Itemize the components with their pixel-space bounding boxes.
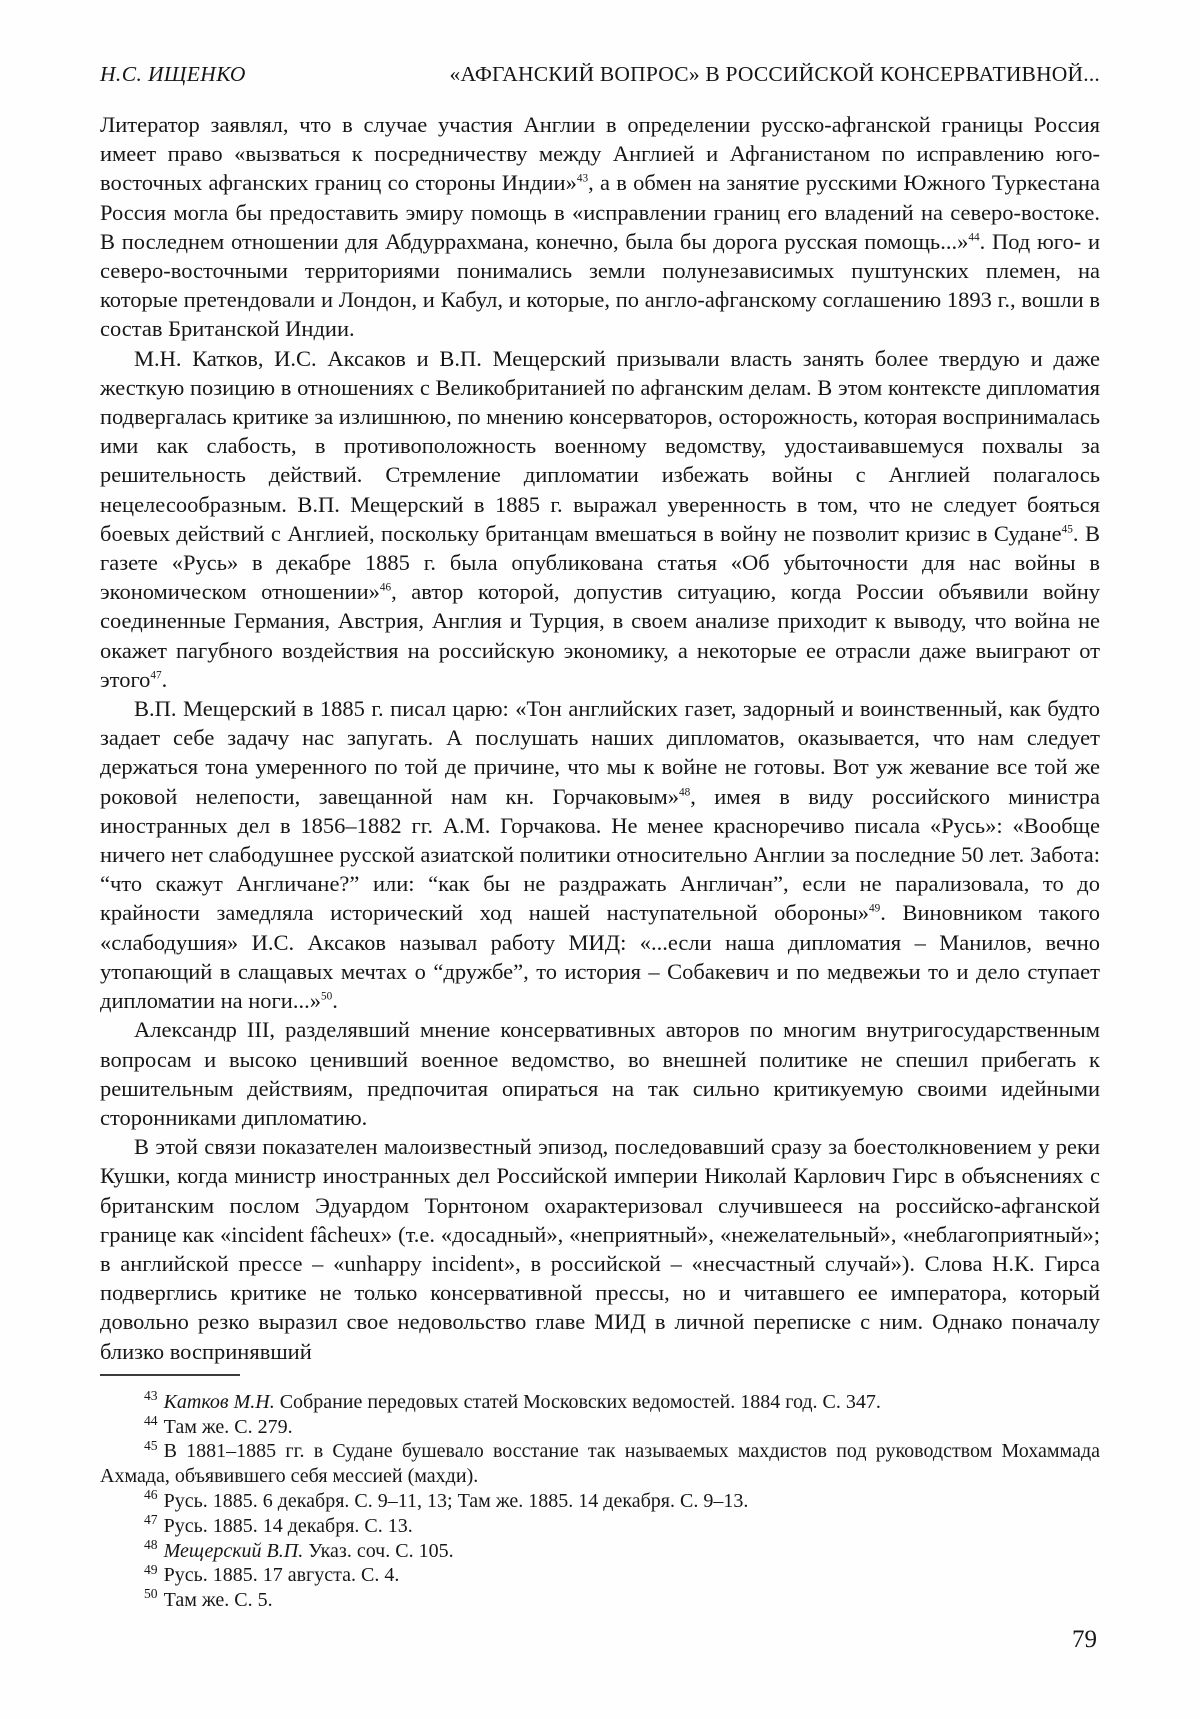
footnote-number: 46 [144,1487,158,1503]
footnotes-section [100,1374,1100,1613]
text-run: , имея в виду российского министра иностранных дел в 1856–1882 гг. А.М. Горчакова. Не менее красноречиво писала «Русь»: «Вообще ничего нет слабодушнее русской азиатской политики относительно Англии за последние 50 лет. Забота: “что скажут Англичане?” или: “как бы не раздражать Англичан”, если не парализовала, то до крайности замедляла исторический ход нашей наступательной обороны» [100,783,1100,926]
text-run: Там же. С. 279. [163,1415,293,1438]
footnote [100,1390,1100,1415]
running-head-author: Н.С. ИЩЕНКО [100,62,246,86]
footnote [100,1514,1100,1539]
text-run: В этой связи показателен малоизвестный эпизод, последовавший сразу за боестолкновением у реки Кушки, когда министр иностранных дел Российской империи Николай Карлович Гирс в объяснениях с британским послом Эдуардом Торнтоном охарактеризовал случившееся на российско-афганской границе как «incident fâcheux» (т.е. «досадный», «неприятный», «нежелательный», «неблагоприятный»; в английской прессе – «unhappy incident», в российской – «несчастный случай»). Слова Н.К. Гирса подверглись критике не только консервативной прессы, но и читавшего ее императора, который довольно резко выразил свое недовольство главе МИД в личной переписке с ним. Однако поначалу близко воспринявший [100,1134,1100,1364]
text-run: Литератор заявлял, что в случае участия Англии в определении русско-афганской границы Россия имеет право «вызваться к посредничеству между Англией и Афганистаном по исправлению юго-восточных афганских границ со стороны Индии» [100,112,1100,196]
footnote-ref: 50 [320,990,333,1003]
text-run: . [332,988,338,1014]
page-number: 79 [1072,1626,1097,1653]
body-text [100,110,1100,1366]
page-content [100,62,1100,1613]
text-run: Катков М.Н. [163,1390,275,1413]
paragraph [100,1015,1100,1132]
footnote [100,1489,1100,1514]
running-head-title: «АФГАНСКИЙ ВОПРОС» В РОССИЙСКОЙ КОНСЕРВАТИВНОЙ... [449,62,1100,86]
footnote [100,1588,1100,1613]
footnote-ref: 43 [576,172,589,185]
footnote-separator [100,1374,240,1376]
text-run: . Под юго- и северо-восточными территориями понимались земли полунезависимых пуштунских племен, на которые претендовали и Лондон, и Кабул, и которые, по англо-афганскому соглашению 1893 г., вошли в состав Британской Индии. [100,228,1101,342]
text-run: , автор которой, допустив ситуацию, когда России объявили войну соединенные Германия, Австрия, Англия и Турция, в своем анализе приходит к выводу, что война не окажет пагубного воздействия на российскую экономику, а некоторые ее отрасли даже выиграют от этого [100,579,1100,692]
text-run: , а в обмен на занятие русскими Южного Туркестана Россия могла бы предоставить эмиру помощь в «исправлении границ его владений на северо-востоке. В последнем отношении для Абдуррахмана, конечно, была бы дорога русская помощь...» [100,170,1100,254]
running-head [100,62,1100,87]
footnote-number: 43 [144,1388,158,1404]
footnote-number: 50 [144,1586,158,1602]
footnote-ref: 47 [150,669,162,682]
footnote-ref: 45 [1061,523,1073,536]
text-run: Собрание передовых статей Московских ведомостей. 1884 год. С. 347. [274,1390,881,1413]
footnote [100,1439,1100,1489]
footnote-ref: 46 [379,581,392,594]
text-run: В.П. Мещерский в 1885 г. писал царю: «Тон английских газет, задорный и воинственный, как будто задает себе задачу нас запугать. А послушать наших дипломатов, оказывается, что нам следует держаться тона умеренного по той де причине, что мы к войне не готовы. Вот уж жевание все той же роковой нелепости, завещанной нам кн. Горчаковым» [100,696,1100,809]
paragraph [100,1132,1100,1366]
text-run: Русь. 1885. 17 августа. С. 4. [163,1564,400,1587]
footnote-number: 45 [144,1437,158,1453]
paragraph [100,110,1100,344]
text-run: . [161,666,168,692]
footnote-ref: 44 [968,231,980,244]
text-run: Указ. соч. С. 105. [303,1539,454,1562]
footnote [100,1563,1100,1588]
paragraph [100,694,1100,1015]
footnote-ref: 48 [679,786,691,799]
footnote-number: 48 [144,1536,158,1552]
text-run: Там же. С. 5. [163,1589,273,1612]
text-run: Русь. 1885. 14 декабря. С. 13. [163,1514,413,1537]
text-run: В 1881–1885 гг. в Судане бушевало восстание так называемых махдистов под руководством Мохаммада Ахмада, объявившего себя мессией (махди). [100,1440,1100,1488]
footnotes-list [100,1390,1100,1613]
footnote-number: 49 [144,1561,158,1577]
text-run: Мещерский В.П. [163,1539,304,1562]
footnote-ref: 49 [869,902,881,915]
text-run: М.Н. Катков, И.С. Аксаков и В.П. Мещерский призывали власть занять более твердую и даже жесткую позицию в отношениях с Великобританией по афганским делам. В этом контексте дипломатия подвергалась критике за излишнюю, по мнению консерваторов, осторожность, которая воспринималась ими как слабость, в противоположность военному ведомству, удостаивавшемуся похвалы за решительность действий. Стремление дипломатии избежать войны с Англией полагалось нецелесообразным. В.П. Мещерский в 1885 г. выражал уверенность в том, что не следует бояться боевых действий с Англией, поскольку британцам вмешаться в войну не позволит кризис в Судане [100,345,1100,546]
text-run: . В газете «Русь» в декабре 1885 г. была опубликована статья «Об убыточности для нас войны в экономическом отношении» [100,520,1101,605]
footnote [100,1412,1100,1440]
text-run: Александр III, разделявший мнение консервативных авторов по многим внутригосударственным вопросам и высоко ценивший военное ведомство, во внешней политике не спешил прибегать к решительным действиям, предпочитая опираться на так сильно критикуемую своими идейными сторонниками дипломатию. [100,1017,1100,1130]
text-run: . Виновником такого «слабодушия» И.С. Аксаков называл работу МИД: «...если наша дипломатия – Манилов, вечно утопающий в слащавых мечтах о “дружбе”, то история – Собакевич и по медвежьи то и дело ступает дипломатии на ноги...» [100,900,1100,1014]
paragraph [100,344,1100,694]
footnote-number: 47 [144,1512,158,1528]
text-run: Русь. 1885. 6 декабря. С. 9–11, 13; Там же. 1885. 14 декабря. С. 9–13. [163,1489,749,1512]
footnote-number: 44 [144,1412,158,1428]
footnote [100,1536,1100,1564]
